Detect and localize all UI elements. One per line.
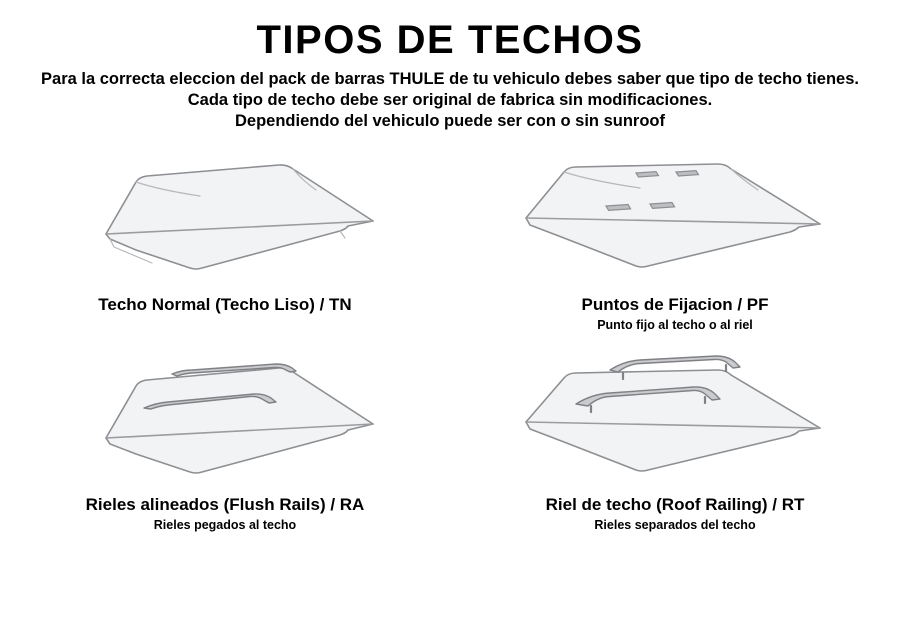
- roof-type-subcaption: Punto fijo al techo o al riel: [597, 318, 753, 332]
- roof-type-subcaption: Rieles pegados al techo: [153, 518, 297, 532]
- roof-type-caption: Puntos de Fijacion / PF: [581, 295, 769, 314]
- roof-types-poster: [0, 18, 900, 618]
- roof-type-card-rieles-alineados: [0, 346, 450, 546]
- roof-type-card-techo-normal: [0, 146, 450, 346]
- car-roof-plain-icon: [40, 146, 410, 291]
- roof-type-card-riel-de-techo: [450, 346, 900, 546]
- roof-type-caption: Riel de techo (Roof Railing) / RT: [545, 495, 805, 514]
- roof-type-grid: [0, 146, 900, 546]
- car-roof-flush-rails-icon: [40, 346, 410, 491]
- intro-text: [30, 69, 870, 132]
- roof-type-card-puntos-de-fijacion: [450, 146, 900, 346]
- car-roof-raised-railing-icon: [490, 346, 860, 491]
- car-roof-fixpoint-icon: [490, 146, 860, 291]
- roof-type-caption: Rieles alineados (Flush Rails) / RA: [85, 495, 365, 514]
- roof-type-subcaption: Rieles separados del techo: [594, 518, 756, 532]
- page-title: TIPOS DE TECHOS: [256, 18, 644, 62]
- intro-line-3: Dependiendo del vehiculo puede ser con o sin sunroof: [235, 112, 665, 130]
- roof-type-caption: Techo Normal (Techo Liso) / TN: [98, 295, 352, 314]
- intro-line-1: Para la correcta eleccion del pack de barras THULE de tu vehiculo debes saber que tipo de techo tienes.: [41, 70, 859, 88]
- intro-line-2: Cada tipo de techo debe ser original de fabrica sin modificaciones.: [187, 91, 713, 109]
